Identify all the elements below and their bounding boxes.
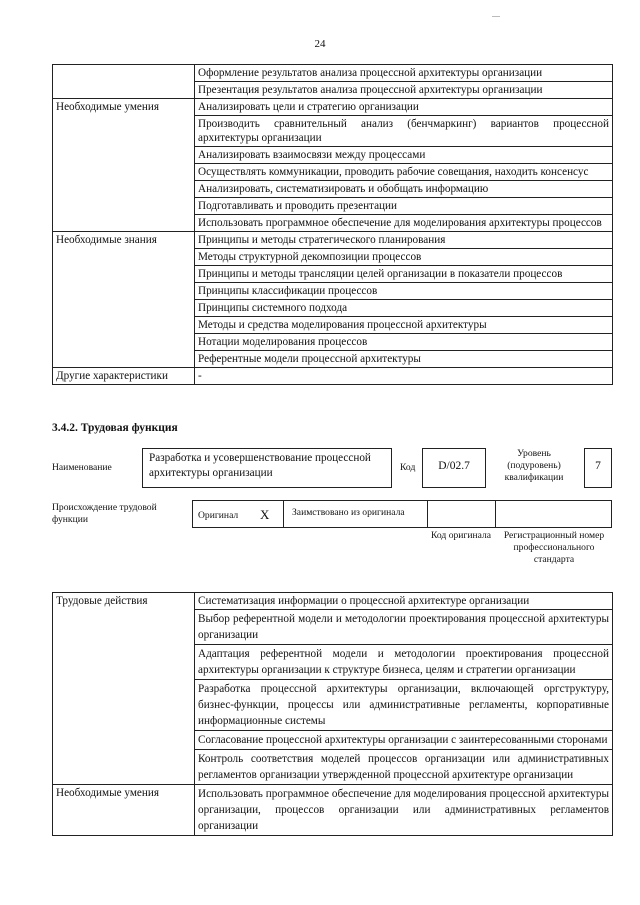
reg-number-label: Регистрационный номер профессионального стандарта [503, 530, 605, 565]
list-item: Разработка процессной архитектуры организации, включающей оргструктуру, бизнес-функции, процессы или административные регламенты, корпоративные информационные системы [195, 680, 613, 731]
row-label [53, 65, 195, 99]
list-item: Осуществлять коммуникации, проводить рабочие совещания, находить консенсус [195, 164, 613, 181]
code-value: D/02.7 [438, 460, 470, 472]
original-box [192, 500, 284, 528]
list-item: Выбор референтной модели и методологии проектирования процессной архитектуры организации [195, 610, 613, 645]
original-mark: X [260, 507, 270, 522]
list-item: Использовать программное обеспечение для моделирования архитектуры процессов [195, 215, 613, 232]
origin-label: Происхождение трудовой функции [52, 502, 157, 525]
list-item: Нотации моделирования процессов [195, 334, 613, 351]
level-value: 7 [595, 460, 601, 472]
borrowed-label: Заимствовано из оригинала [292, 507, 405, 518]
list-item: Принципы и методы стратегического планирования [195, 232, 613, 249]
reg-number-box [495, 500, 612, 528]
code-box [422, 448, 486, 488]
list-item: - [195, 368, 613, 385]
list-item: Систематизация информации о процессной архитектуре организации [195, 593, 613, 610]
row-label-required-skills: Необходимые умения [53, 99, 195, 232]
list-item: Контроль соответствия моделей процессов организации или административных регламентов организации утвержденной процессной архитектуре организации [195, 750, 613, 785]
list-item: Адаптация референтной модели и методологии проектирования процессной архитектуры организации к структуре бизнеса, целям и стратегии организации [195, 645, 613, 680]
name-label: Наименование [52, 462, 112, 473]
table-actions [52, 592, 613, 836]
list-item: Методы и средства моделирования процессной архитектуры [195, 317, 613, 334]
list-item: Подготавливать и проводить презентации [195, 198, 613, 215]
list-item: Принципы системного подхода [195, 300, 613, 317]
code-label: Код [400, 462, 416, 473]
list-item: Производить сравнительный анализ (бенчмаркинг) вариантов процессной архитектуры организации [195, 116, 613, 147]
list-item: Использовать программное обеспечение для моделирования процессной архитектуры организации, процессов организации или административных регламентов организации [195, 785, 613, 836]
table-row [53, 232, 613, 249]
level-label: Уровень (подуровень) квалификации [504, 448, 564, 483]
row-label-other: Другие характеристики [53, 368, 195, 385]
row-label-required-skills-2: Необходимые умения [53, 785, 195, 836]
section-heading: 3.4.2. Трудовая функция [52, 422, 178, 434]
page-number: 24 [314, 38, 326, 50]
row-label-required-knowledge: Необходимые знания [53, 232, 195, 368]
list-item: Анализировать цели и стратегию организации [195, 99, 613, 116]
table-row [53, 99, 613, 116]
table-row [53, 785, 613, 836]
list-item: Презентация результатов анализа процессной архитектуры организации [195, 82, 613, 99]
code-original-label: Код оригинала [430, 530, 492, 541]
list-item: Принципы классификации процессов [195, 283, 613, 300]
scan-mark [492, 16, 500, 17]
list-item: Анализировать взаимосвязи между процессами [195, 147, 613, 164]
row-label-labor-actions: Трудовые действия [53, 593, 195, 785]
table-row [53, 368, 613, 385]
table-skills-knowledge [52, 64, 613, 385]
list-item: Оформление результатов анализа процессной архитектуры организации [195, 65, 613, 82]
code-original-box [427, 500, 496, 528]
list-item: Референтные модели процессной архитектуры [195, 351, 613, 368]
table-row [53, 593, 613, 610]
table-row [53, 65, 613, 82]
list-item: Анализировать, систематизировать и обобщать информацию [195, 181, 613, 198]
list-item: Согласование процессной архитектуры организации с заинтересованными сторонами [195, 731, 613, 750]
list-item: Методы структурной декомпозиции процессов [195, 249, 613, 266]
borrowed-box [283, 500, 428, 528]
function-name-box [142, 448, 392, 488]
list-item: Принципы и методы трансляции целей организации в показатели процессов [195, 266, 613, 283]
original-label: Оригинал [198, 510, 239, 521]
level-box [584, 448, 612, 488]
function-name-value: Разработка и усовершенствование процессной архитектуры организации [149, 452, 371, 479]
